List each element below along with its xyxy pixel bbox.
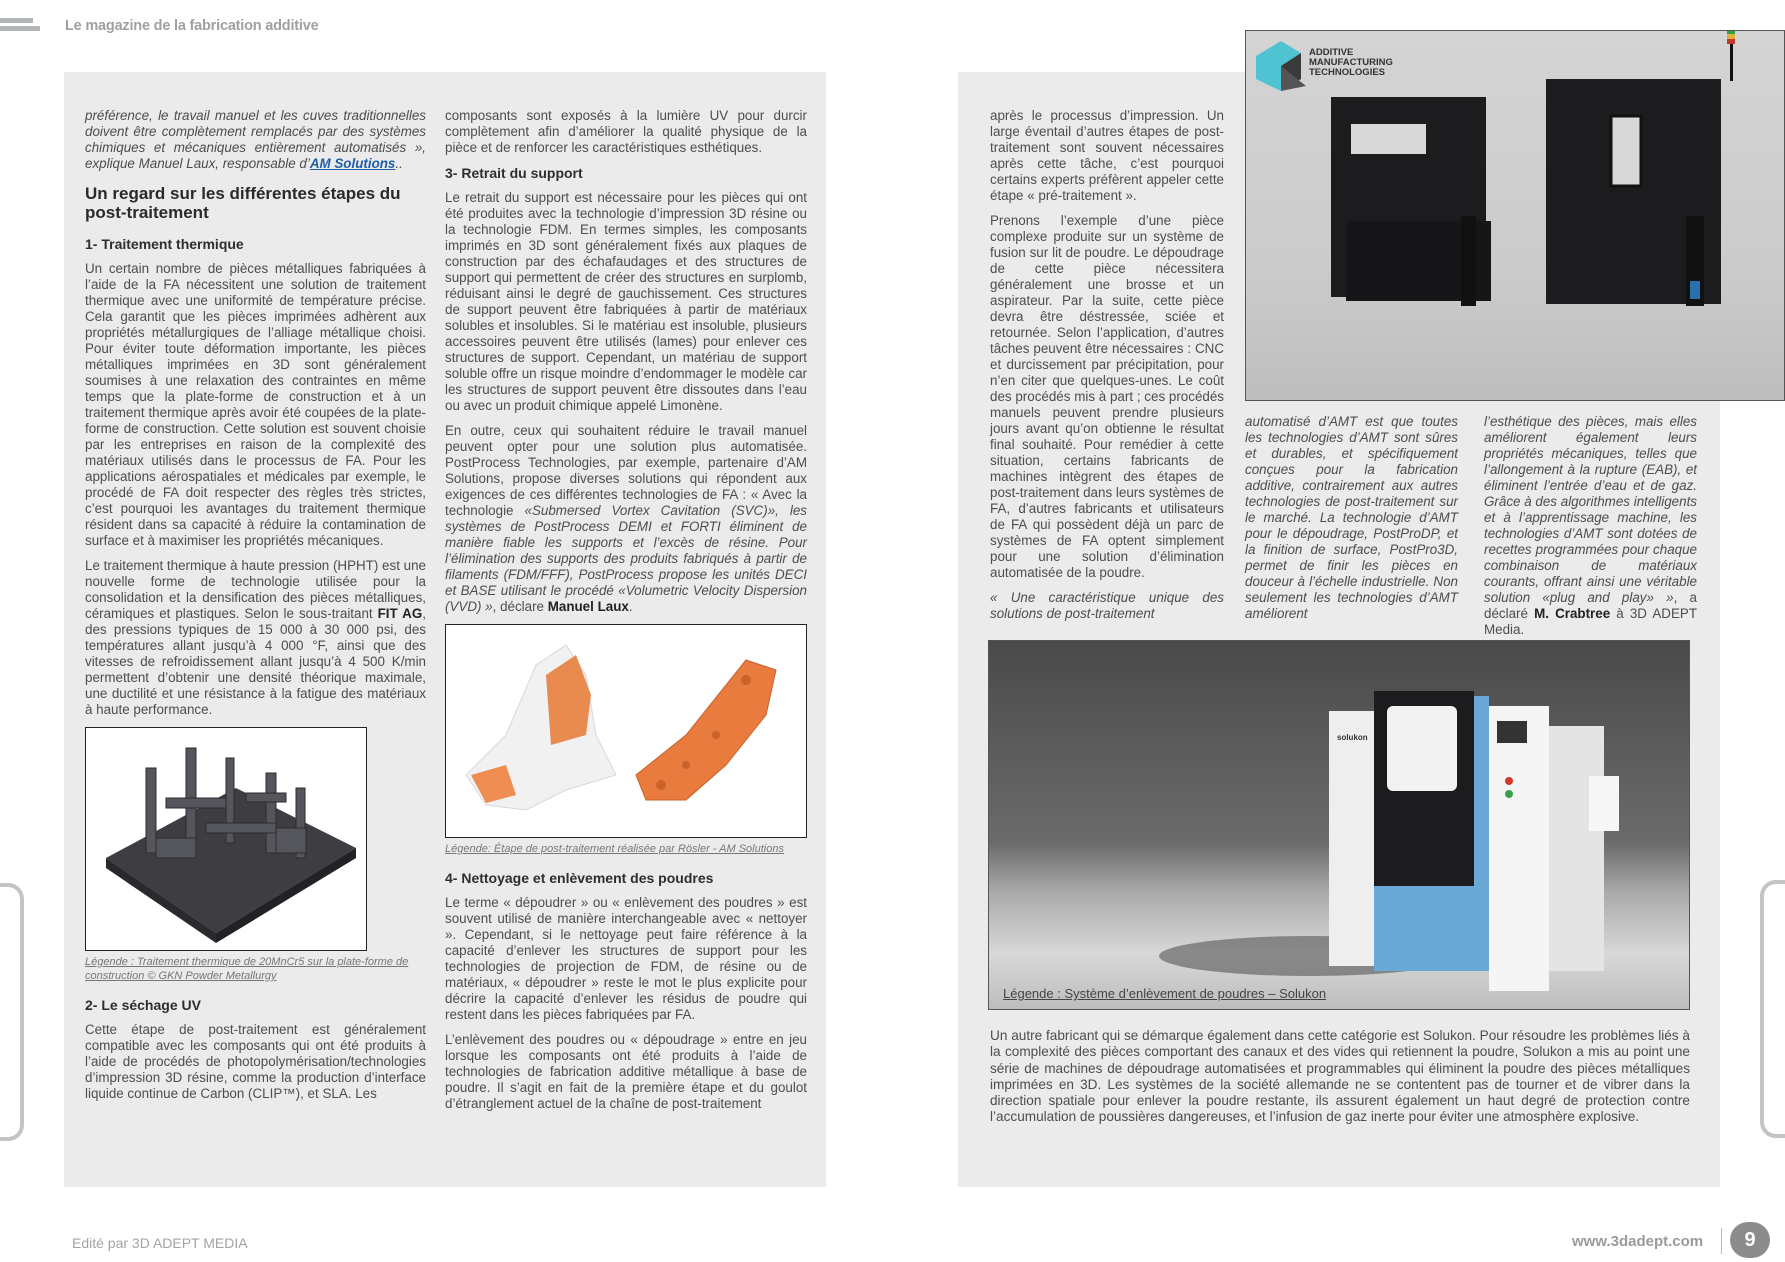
column-5 — [990, 1028, 1690, 1135]
heading-thermal-treatment: 1- Traitement thermique — [85, 236, 244, 252]
rosler-caption: Légende: Étape de post-traitement réalisée par Rösler - AM Solutions — [445, 843, 784, 855]
solukon-machine-illustration — [989, 641, 1688, 1008]
website-link[interactable]: www.3dadept.com — [1572, 1233, 1704, 1250]
heading-uv-curing: 2- Le séchage UV — [85, 997, 201, 1013]
header-decoration — [0, 18, 40, 34]
right-page-bracket — [1760, 880, 1785, 1138]
column-3 — [990, 108, 1224, 631]
metal-parts-illustration — [86, 728, 367, 951]
paragraph: En outre, ceux qui souhaitent réduire le travail manuel peuvent opter pour une solution plus automatisée. PostProcess Technologies, par exemple, partenaire d’AM Solutions, propose diverses solutions qui répondent aux exigences de ces différentes technologies de FA : « Avec la technologie «Submersed Vortex Cavitation (SVC)», les systèmes de PostProcess DEMI et FORTI éliminent de manière fiable les supports et l’excès de résine. Pour l’élimination des supports des produits fabriqués à partir de filaments (FDM/FFF), PostProcess propose les unités DECI et BASE utilisant le procédé «Volumetric Velocity Dispersion (VVD) », déclare Manuel Laux. — [445, 423, 807, 614]
amt-quote-part-1: automatisé d’AMT est que toutes les technologies d’AMT sont sûres et durables, et spécifiquement conçues pour la fabrication additive, contrairement aux autres technologies de post-traitement sur le marché. La technologie d’AMT pour le dépoudrage, PostProDP, et la finition de surface, PostPro3D, permet de finir les pièces en douceur à l’échelle industrielle. Non seulement les technologies d’AMT améliorent — [1245, 414, 1458, 621]
amt-logo-icon — [1256, 41, 1306, 91]
paragraph: après le processus d’impression. Un large éventail d’autres étapes de post-traitement sont souvent nécessaires après cette tâche, c’est pourquoi certains experts préfèrent appeler cette étape « pré-traitement ». — [990, 108, 1224, 203]
paragraph: Prenons l’exemple d’une pièce complexe produite sur un système de fusion sur lit de poudre. Le dépoudrage de cette pièce nécessitera généralement une brosse et un aspirateur. Par la suite, cette pièce devra être déstressée, sciée et retournée. Selon l’application, d’autres tâches peuvent être nécessaires : CNC et durcissement par précipitation, pour n’en citer que quelques-unes. Le coût des procédés mis à part ; ces procédés manuels peuvent prendre plusieurs jours avant qu’on obtienne le résultat final souhaité. Pour remédier à cette situation, certains fabricants de machines intègrent des étapes de post-traitement dans leurs systèmes de FA, d’autres fabricants et utilisateurs de FA qui possèdent déjà un parc de systèmes de FA optent simplement pour une solution d’élimination automatisée de la poudre. — [990, 213, 1224, 580]
amt-machines-illustration — [1246, 31, 1783, 399]
magazine-title: Le magazine de la fabrication additive — [65, 18, 319, 34]
paragraph: L’enlèvement des poudres ou « dépoudrage » entre en jeu lorsque les composants ont été produits à l’aide de technologies de fabrication additive métallique à base de poudre. Il s’agit en fait de la première étape et du goulot d’étranglement actuel de la chaîne de post-traitement — [445, 1032, 807, 1111]
amt-logo-text: ADDITIVE MANUFACTURING TECHNOLOGIES — [1309, 47, 1393, 78]
heat-treatment-photo — [85, 727, 367, 951]
intro-quote: préférence, le travail manuel et les cuves traditionnelles doivent être complètement remplacés par des systèmes chimiques et mécaniques entièrement automatisés », explique Manuel Laux, responsable d’AM Solutions.. — [85, 108, 426, 171]
rosler-parts-photo — [445, 624, 807, 838]
paragraph: Cette étape de post-traitement est généralement compatible avec les composants qui ont été produits à l’aide de procédés de photopolymérisation/technologies d’impression 3D résine, comme la production d’interface liquide continue de Carbon (CLIP™), et SLA. Les — [85, 1022, 426, 1101]
heat-treatment-caption: Légende : Traitement thermique de 20MnCr5 sur la plate-forme de construction © GKN Powder Metallurgy — [85, 956, 409, 982]
heading-support-removal: 3- Retrait du support — [445, 165, 583, 181]
column-2 — [445, 108, 807, 1121]
paragraph: composants sont exposés à la lumière UV pour durcir complètement afin d’améliorer la qualité physique de la pièce et de renforcer les caractéristiques esthétiques. — [445, 108, 807, 155]
paragraph: Un autre fabricant qui se démarque également dans cette catégorie est Solukon. Pour résoudre les problèmes liés à la complexité des pièces comportant des canaux et des vides qui retiennent la poudre, Solukon a mis au point une série de machines de dépoudrage automatisées et programmables qui éliminent la poudre des pièces métalliques imprimées en 3D. Les systèmes de la société allemande ne se contentent pas de tourner et de vibrer dans la direction spatiale pour enlever la poudre restante, ils assurent également un haut degré de protection contre l’accumulation de poussières dangereuses, et l’infusion de gaz inerte pour éviter une atmosphère explosive. — [990, 1028, 1690, 1125]
publisher-credit: Edité par 3D ADEPT MEDIA — [72, 1235, 248, 1251]
quote-start: « Une caractéristique unique des solutions de post-traitement — [990, 590, 1224, 621]
amt-machines-photo — [1245, 30, 1785, 401]
paragraph: Le traitement thermique à haute pression (HPHT) est une nouvelle forme de technologie utilisée pour la consolidation et la densification des pièces métalliques, céramiques et plastiques. Selon le sous-traitant FIT AG, des pressions typiques de 15 000 à 30 000 psi, des températures allant jusqu’à 4 000 °F, ainsi que des vitesses de refroidissement allant jusqu’à 4 500 K/min permettent d’obtenir une densité théorique maximale, une ductilité et une résistance à la fatigue des matériaux à haute performance. — [85, 558, 427, 717]
amt-quote-part-2: l’esthétique des pièces, mais elles améliorent également leurs propriétés mécaniques, telles que l’allongement à la rupture (EAB), et éliminent l’entrée d’eau et de gaz. Grâce à des algorithmes intelligents et à l’apprentissage machine, les technologies d’AMT sont dotées de recettes programmées pour chaque combinaison de matériaux courants, offrant ainsi une véritable solution «plug and play» », a déclaré M. Crabtree à 3D ADEPT Media. — [1484, 414, 1697, 637]
heading-powder-removal: 4- Nettoyage et enlèvement des poudres — [445, 870, 714, 886]
column-4 — [1245, 414, 1785, 638]
resin-parts-illustration — [446, 625, 807, 838]
solukon-caption: Légende : Système d’enlèvement de poudres – Solukon — [1003, 986, 1327, 1001]
footer-divider — [1721, 1228, 1722, 1254]
solukon-brand-label: solukon — [1337, 733, 1368, 742]
paragraph: Le retrait du support est nécessaire pour les pièces qui ont été produites avec la technologie d’impression 3D résine ou la technologie FDM. En termes simples, les composants imprimés en 3D sont généralement fixés aux plaques de construction par des échafaudages et des structures de support qui permettent de créer des structures en surplomb, réduisant ainsi le degré de gauchissement. Ces structures de support peuvent être fabriquées à partir de matériaux solubles et insolubles. Si le matériau est insoluble, plusieurs accessoires peuvent être utilisés (lames) pour enlever ces structures de support. Cependant, un matériau de support soluble offre un risque moindre d’endommager le modèle car les structures de support peuvent être dissoutes dans l’eau ou avec un produit chimique appelé Limonène. — [445, 190, 807, 413]
am-solutions-link[interactable]: AM Solutions — [309, 156, 396, 171]
section-title: Un regard sur les différentes étapes du post-traitement — [85, 184, 401, 222]
page-number-badge: 9 — [1730, 1222, 1770, 1258]
paragraph: Le terme « dépoudrer » ou « enlèvement des poudres » est souvent utilisé de manière interchangeable avec « nettoyer ». Cependant, si le nettoyage peut faire référence à la capacité d’enlever les structures de support pour les technologies de projection de FDM, de résine ou de matériaux, « dépoudrer » reste le mot le plus explicite pour décrire la capacité d’enlever les résidus de poudre qui restent dans les pièces fabriquées par FA. — [445, 895, 807, 1022]
paragraph: Un certain nombre de pièces métalliques fabriquées à l’aide de la FA nécessitent une solution de traitement thermique avec une uniformité de température précise. Cela garantit que les pièces imprimées adhèrent aux propriétés métallurgiques de l’alliage métallique choisi. Pour éviter toute déformation importante, les pièces métalliques imprimées en 3D sont généralement soumises à une relaxation des contraintes en même temps que la plate-forme de construction et à un traitement thermique après avoir été coupées de la plate-forme de construction. Cette solution est souvent choisie par les entreprises en raison de la complexité des matériaux utilisés dans le processus de FA. Pour les applications aérospatiales et médicales par exemple, le procédé de FA doit respecter des règles très strictes, c’est pourquoi les avantages du traitement thermique résident dans sa capacité à réduire la contamination de surface et à maximiser les propriétés mécaniques. — [85, 261, 426, 548]
left-page-bracket — [0, 883, 24, 1141]
solukon-machine-photo — [988, 640, 1690, 1010]
column-1 — [85, 108, 426, 1111]
